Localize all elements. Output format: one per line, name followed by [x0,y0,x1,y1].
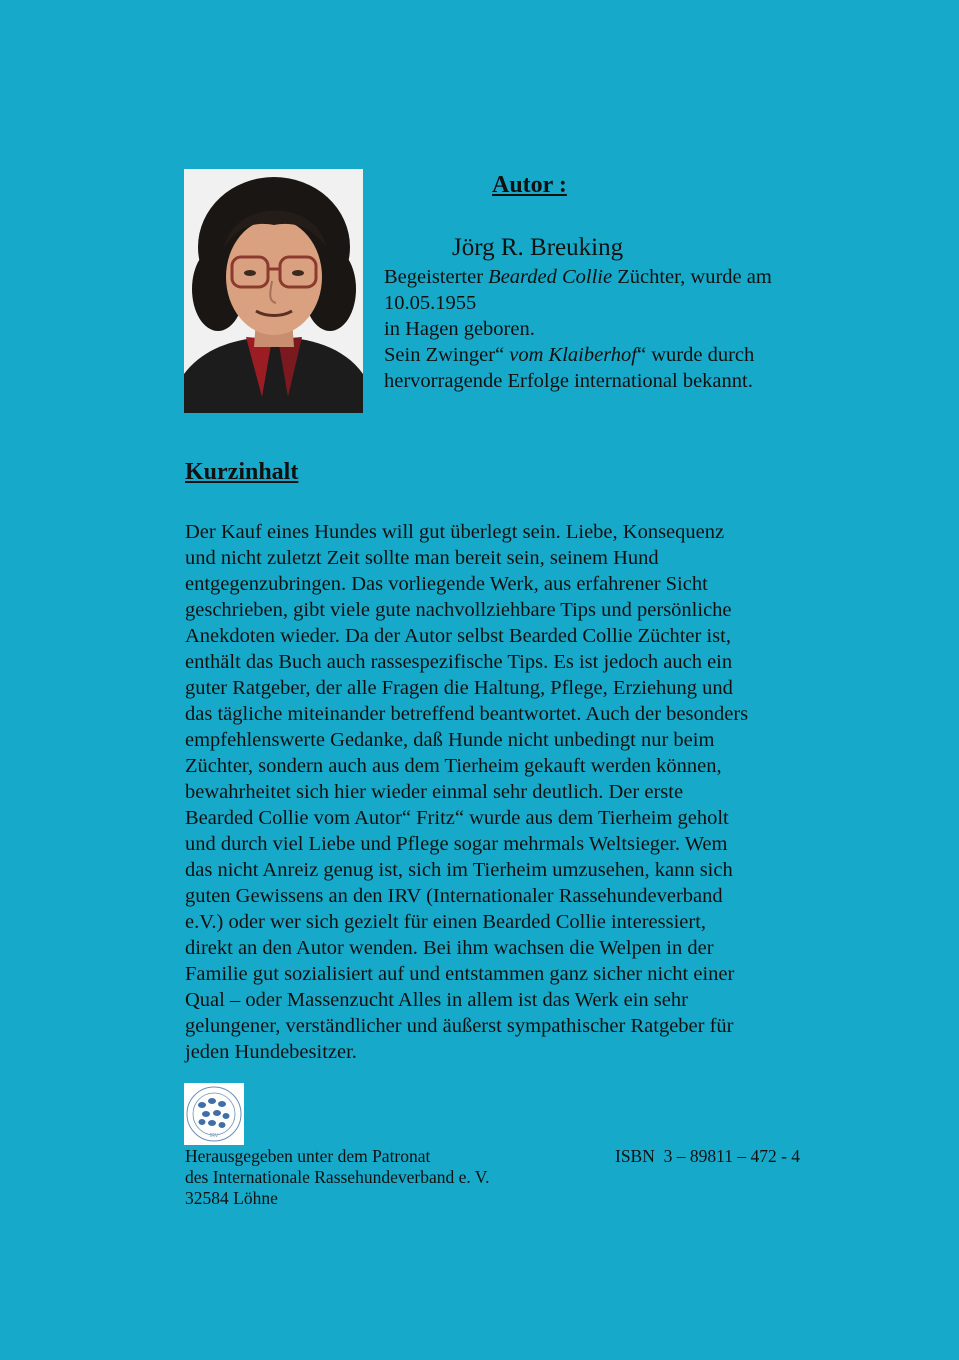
publisher-line: des Internationale Rassehundeverband e. V. [185,1167,490,1187]
summary-line: Familie gut sozialisiert auf und entstammen ganz sicher nicht einer [185,963,735,985]
summary-line: geschrieben, gibt viele gute nachvollziehbare Tips und persönliche [185,599,732,621]
author-photo [184,169,363,413]
summary-line: das tägliche miteinander betreffend beantwortet. Auch der besonders [185,703,749,725]
summary-body [185,519,825,1065]
summary-line: und nicht zuletzt Zeit sollte man bereit sein, seinem Hund [185,547,659,569]
isbn: ISBN 3 – 89811 – 472 - 4 [615,1146,801,1166]
summary-line: guter Ratgeber, der alle Fragen die Haltung, Pflege, Erziehung und [185,677,733,699]
summary-line: enthält das Buch auch rassespezifische Tips. Es ist jedoch auch ein [185,651,733,673]
summary-line: e.V.) oder wer sich gezielt für einen Bearded Collie interessiert, [185,911,707,933]
summary-line: Bearded Collie vom Autor“ Fritz“ wurde aus dem Tierheim geholt [185,807,729,829]
publisher-line: Herausgegeben unter dem Patronat [185,1146,431,1166]
summary-line: das nicht Anreiz genug ist, sich im Tierheim umzusehen, kann sich [185,859,733,881]
summary-line: Züchter, sondern auch aus dem Tierheim gekauft werden können, [185,755,722,777]
publisher-line: 32584 Löhne [185,1188,278,1208]
author-bio-line: Sein Zwinger“ vom Klaiberhof“ wurde durch [384,344,755,366]
summary-heading: Kurzinhalt [185,459,299,485]
summary-line: entgegenzubringen. Das vorliegende Werk, aus erfahrener Sicht [185,573,708,595]
kennel-name: vom Klaiberhof [509,344,637,366]
summary-line: Qual – oder Massenzucht Alles in allem ist das Werk ein sehr [185,989,688,1011]
summary-line: und durch viel Liebe und Pflege sogar mehrmals Weltsieger. Wem [185,833,728,855]
summary-line: gelungener, verständlicher und äußerst sympathischer Ratgeber für [185,1015,734,1037]
summary-line: empfehlenswerte Gedanke, daß Hunde nicht unbedingt nur beim [185,729,715,751]
seal-text: IRV [209,1133,219,1139]
summary-line: guten Gewissens an den IRV (Internationaler Rassehundeverband [185,885,723,907]
author-birthplace: in Hagen geboren. [384,318,535,340]
summary-line: Der Kauf eines Hundes will gut überlegt sein. Liebe, Konsequenz [185,521,725,543]
summary-line: Anekdoten wieder. Da der Autor selbst Bearded Collie Züchter ist, [185,625,731,647]
author-bio [384,264,834,394]
author-bio-line: Begeisterter Bearded Collie Züchter, wurde am [384,266,772,288]
author-heading: Autor : [492,172,567,198]
publisher-info [185,1146,490,1209]
summary-line: bewahrheitet sich hier wieder einmal sehr deutlich. Der erste [185,781,684,803]
author-name: Jörg R. Breuking [452,234,624,261]
summary-line: direkt an den Autor wenden. Bei ihm wachsen die Welpen in der [185,937,714,959]
summary-line: jeden Hundebesitzer. [185,1041,357,1063]
author-bio-line: hervorragende Erfolge international bekannt. [384,370,753,392]
breed-name: Bearded Collie [488,266,613,288]
author-birthdate: 10.05.1955 [384,292,477,314]
irv-seal-logo [184,1083,244,1145]
